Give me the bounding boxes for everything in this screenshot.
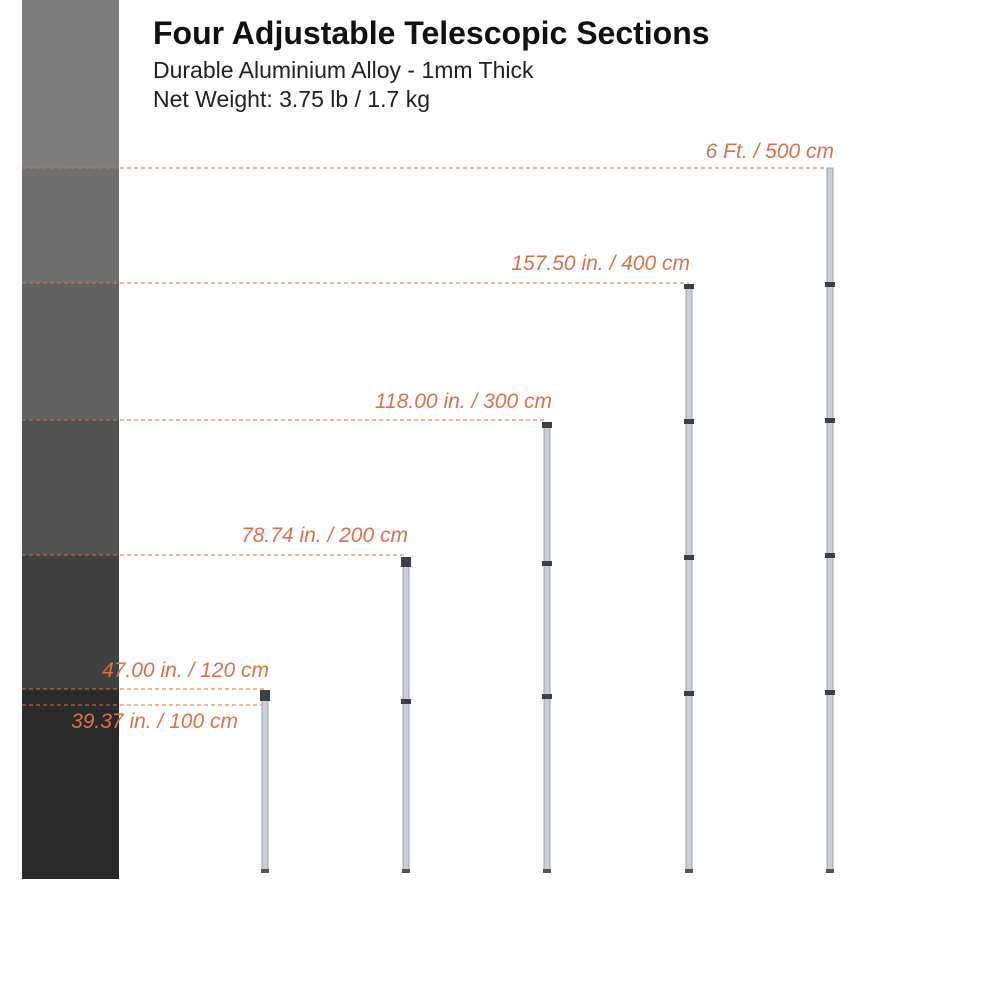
pole-foot (402, 869, 410, 873)
label-500: 6 Ft. / 500 cm (705, 140, 834, 163)
pole-foot (685, 869, 693, 873)
pole-joint (825, 690, 835, 695)
pole-joint (542, 561, 552, 566)
pole-joint (684, 419, 694, 424)
pole-100 (260, 690, 270, 873)
label-120: 47.00 in. / 120 cm (102, 659, 269, 682)
pole-joint (684, 691, 694, 696)
pole-500 (825, 168, 835, 873)
pole-400 (684, 284, 694, 873)
guide-lines (22, 168, 830, 705)
pole-foot (261, 869, 269, 873)
pole-joint (825, 418, 835, 423)
label-300: 118.00 in. / 300 cm (374, 390, 552, 413)
pole-joint (684, 555, 694, 560)
page-title: Four Adjustable Telescopic Sections (153, 15, 710, 51)
pole-foot (826, 869, 834, 873)
pole-joint (542, 422, 552, 428)
pole-joint (401, 699, 411, 704)
weight-text: Net Weight: 3.75 lb / 1.7 kg (153, 86, 431, 112)
pole-foot (543, 869, 551, 873)
label-200: 78.74 in. / 200 cm (241, 524, 408, 547)
pole-joint (401, 557, 411, 567)
pole-joint (542, 694, 552, 699)
pole-joint (684, 284, 694, 289)
material-text: Durable Aluminium Alloy - 1mm Thick (153, 57, 534, 83)
pole-joint (260, 690, 270, 701)
pole-300 (542, 422, 552, 873)
pole-200 (401, 557, 411, 873)
label-400: 157.50 in. / 400 cm (511, 252, 690, 275)
label-100: 39.37 in. / 100 cm (71, 710, 238, 733)
pole-joint (825, 553, 835, 558)
pole-joint (825, 282, 835, 287)
